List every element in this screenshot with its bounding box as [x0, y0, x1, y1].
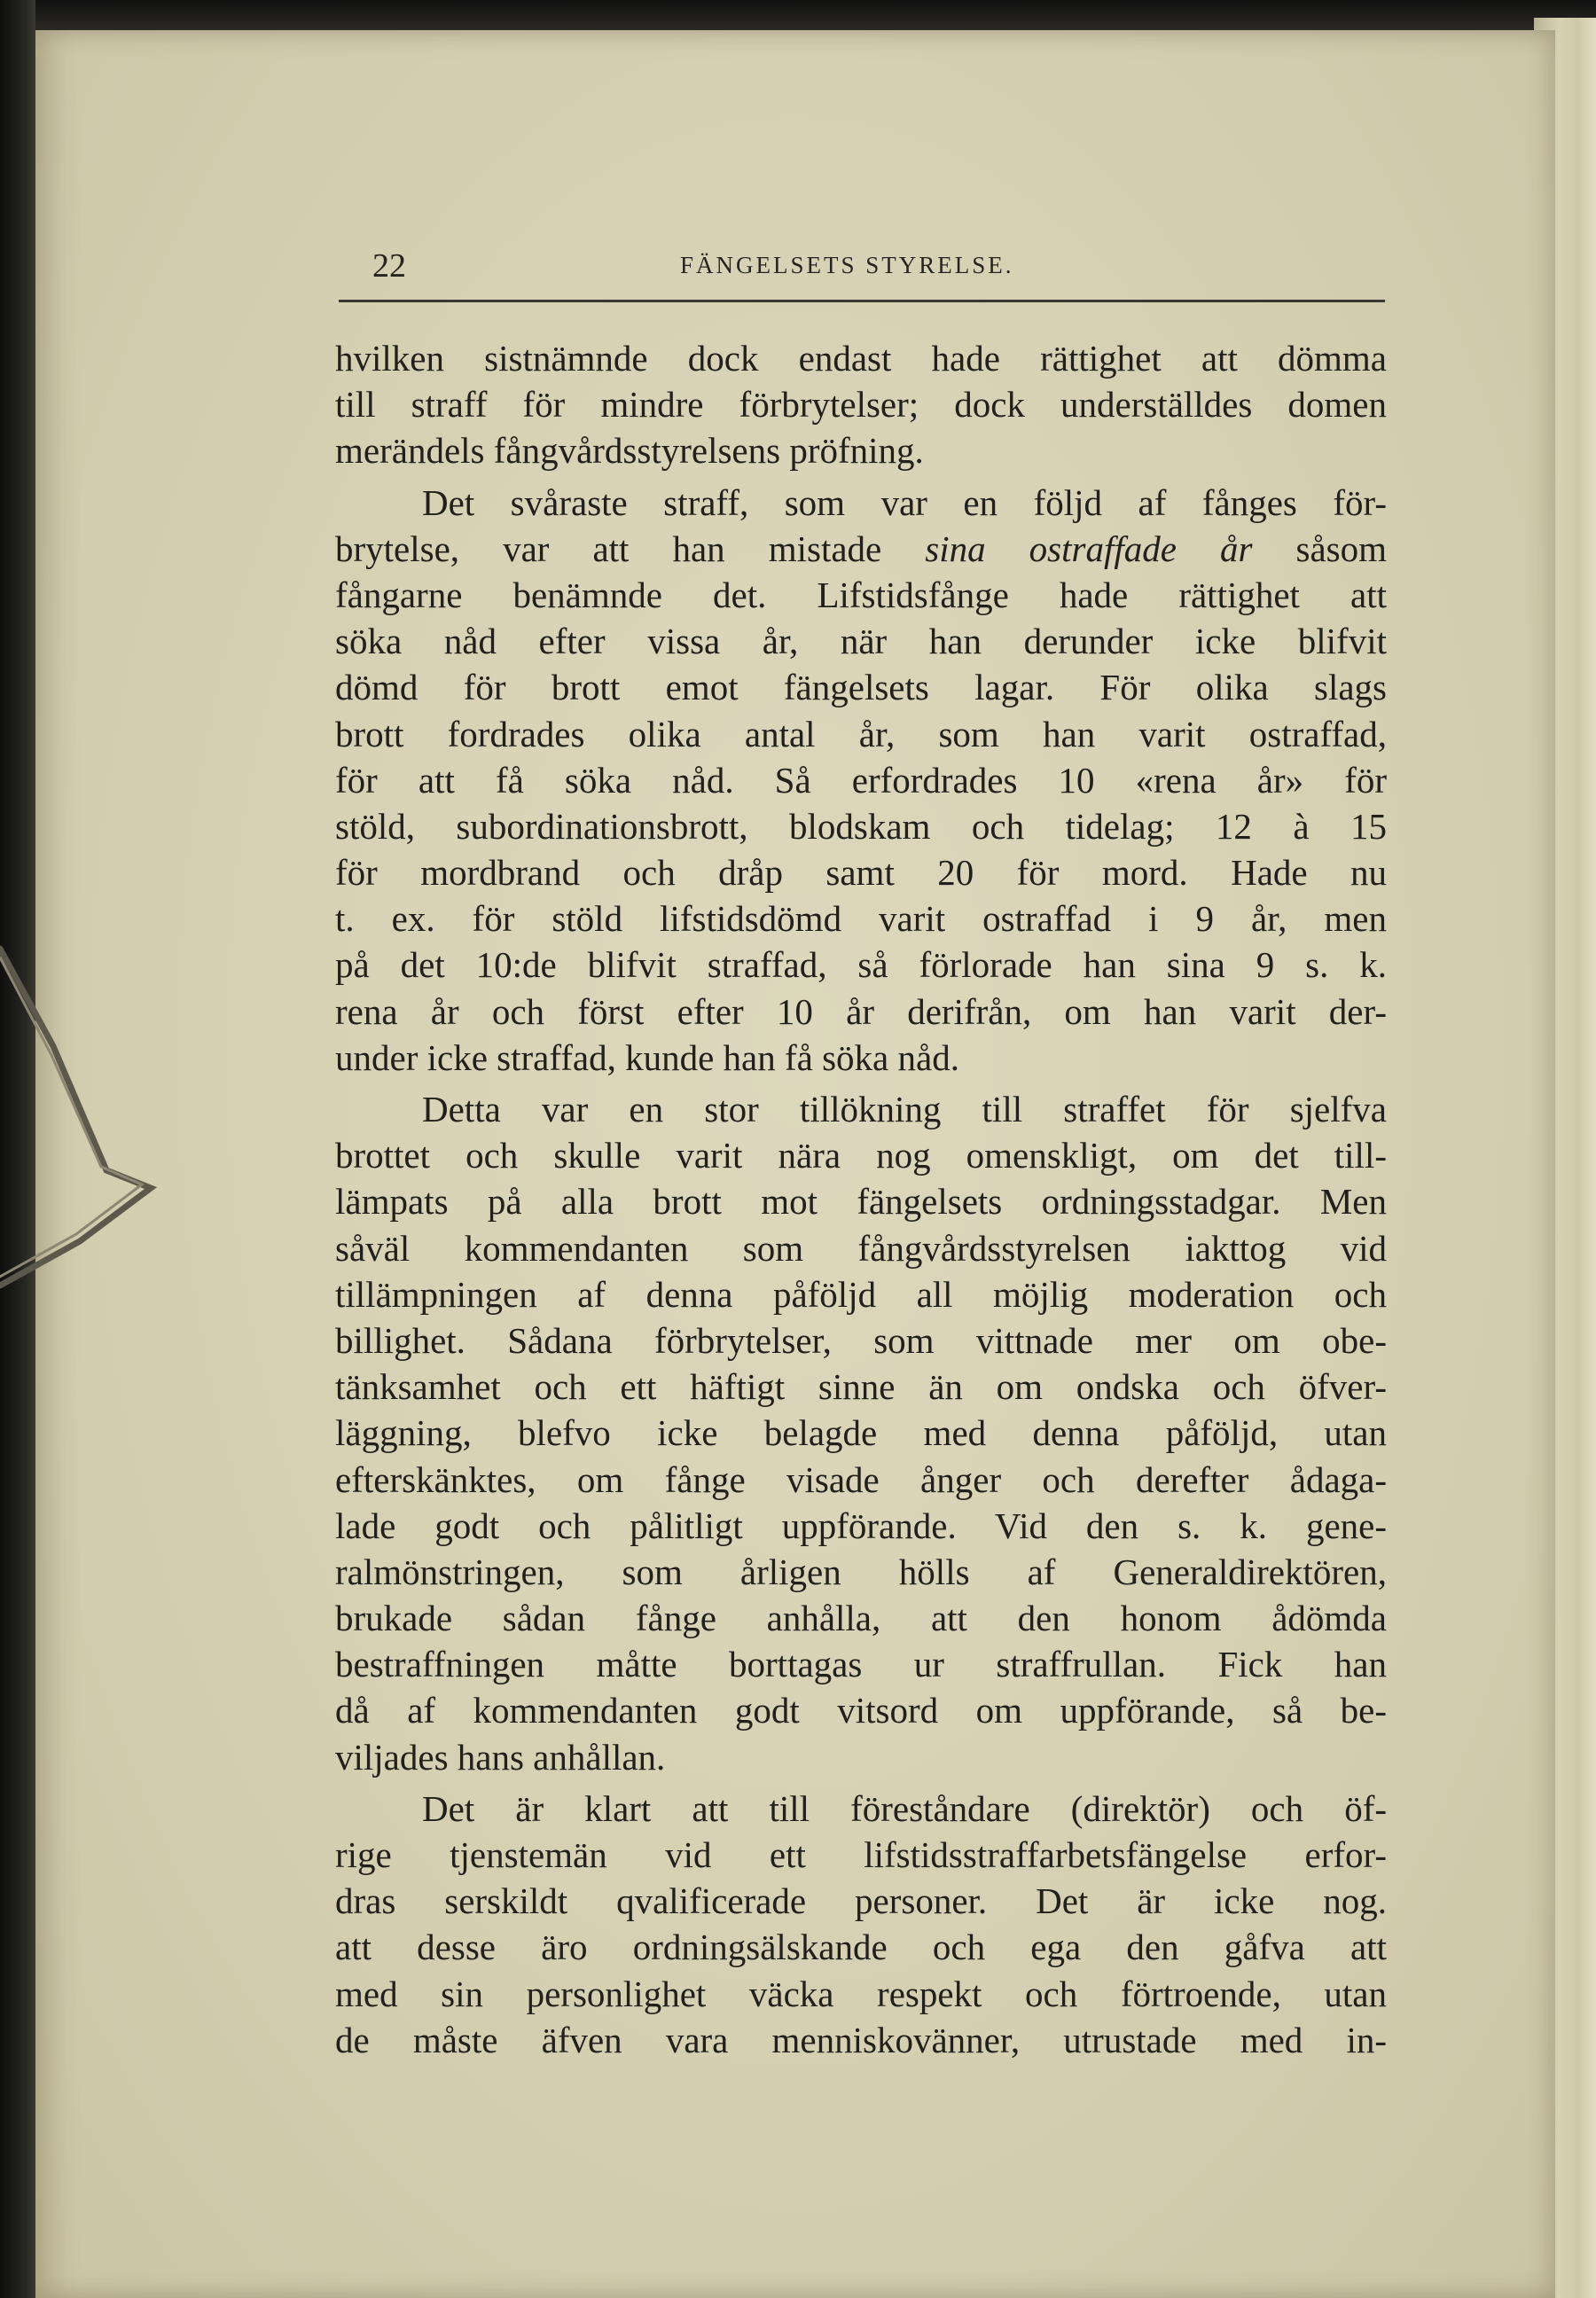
body-text: [335, 335, 1387, 2063]
text-line: under icke straffad, kunde han få söka nåd.: [335, 1036, 959, 1078]
running-title: FÄNGELSETS STYRELSE.: [680, 252, 1014, 278]
text-line: brottet och skulle varit nära nog omenskligt, om det till-: [335, 1135, 1387, 1176]
text-line: med sin personlighet väcka respekt och förtroende, utan: [335, 1973, 1387, 2014]
text-line: tänksamhet och ett häftigt sinne än om ondska och öfver-: [335, 1366, 1387, 1408]
text-line: fångarne benämnde det. Lifstidsfånge hade rättighet att: [335, 574, 1387, 615]
text-fragment: såsom: [1295, 528, 1388, 569]
text-line: merändels fångvårdsstyrelsens pröfning.: [335, 430, 924, 472]
paragraph-start-line: Detta var en stor tillökning till straffet för sjelfva: [422, 1089, 1387, 1129]
text-line: billighet. Sådana förbrytelser, som vittnade mer om obe-: [335, 1319, 1387, 1361]
page-number: 22: [372, 247, 406, 285]
text-line: t. ex. för stöld lifstidsdömd varit ostraffad i 9 år, men: [335, 898, 1387, 940]
text-line: [335, 526, 1387, 572]
text-line: dömd för brott emot fängelsets lagar. För olika slags: [335, 667, 1387, 708]
text-line: efterskänktes, om fånge visade ånger och derefter ådaga-: [335, 1458, 1387, 1500]
text-line: hvilken sistnämnde dock endast hade rättighet att dömma: [335, 338, 1387, 379]
text-line: då af kommendanten godt vitsord om uppförande, så be-: [335, 1690, 1387, 1731]
bookmark-string: [0, 922, 195, 1294]
text-line: bestraffningen måtte borttagas ur straffrullan. Fick han: [335, 1644, 1387, 1685]
text-line: viljades hans anhållan.: [335, 1736, 666, 1778]
text-line: rige tjenstemän vid ett lifstidsstraffarbetsfängelse erfor-: [335, 1834, 1387, 1875]
text-line: att desse äro ordningsälskande och ega den gåfva att: [335, 1927, 1387, 1968]
text-line: lade godt och pålitligt uppförande. Vid den s. k. gene-: [335, 1505, 1387, 1546]
text-line: tillämpningen af denna påföljd all möjlig moderation och: [335, 1273, 1387, 1315]
text-line: ralmönstringen, som årligen hölls af Generaldirektören,: [335, 1551, 1387, 1592]
text-line: stöld, subordinationsbrott, blodskam och tidelag; 12 à 15: [335, 805, 1387, 847]
text-line: för mordbrand och dråp samt 20 för mord. Hade nu: [335, 852, 1387, 894]
header-rule: [339, 300, 1385, 302]
scan-background-top: [0, 0, 1596, 30]
text-line: lämpats på alla brott mot fängelsets ordningsstadgar. Men: [335, 1181, 1387, 1223]
paragraph-start-line: Det svåraste straff, som var en följd af fånges för-: [422, 481, 1387, 523]
italic-phrase: sina ostraffade år: [925, 528, 1253, 569]
text-line: på det 10:de blifvit straffad, så förlorade han sina 9 s. k.: [335, 944, 1387, 986]
running-head: [339, 232, 1385, 294]
text-line: till straff för mindre förbrytelser; dock underställdes domen: [335, 384, 1387, 426]
text-line: de måste äfven vara menniskovänner, utrustade med in-: [335, 2019, 1387, 2060]
text-line: dras serskildt qvalificerade personer. Det är icke nog.: [335, 1880, 1387, 1922]
paragraph-start-line: Det är klart att till föreståndare (direktör) och öf-: [422, 1787, 1387, 1829]
text-line: söka nåd efter vissa år, när han derunder icke blifvit: [335, 621, 1387, 662]
text-line: brukade sådan fånge anhålla, att den honom ådömda: [335, 1598, 1387, 1639]
text-line: läggning, blefvo icke belagde med denna påföljd, utan: [335, 1412, 1387, 1454]
text-line: såväl kommendanten som fångvårdsstyrelsen iakttog vid: [335, 1227, 1387, 1269]
text-line: brott fordrades olika antal år, som han varit ostraffad,: [335, 713, 1387, 754]
text-fragment: brytelse, var att han mistade: [335, 528, 882, 569]
text-line: rena år och först efter 10 år derifrån, om han varit der-: [335, 990, 1387, 1032]
text-line: för att få söka nåd. Så erfordrades 10 «rena år» för: [335, 759, 1387, 801]
